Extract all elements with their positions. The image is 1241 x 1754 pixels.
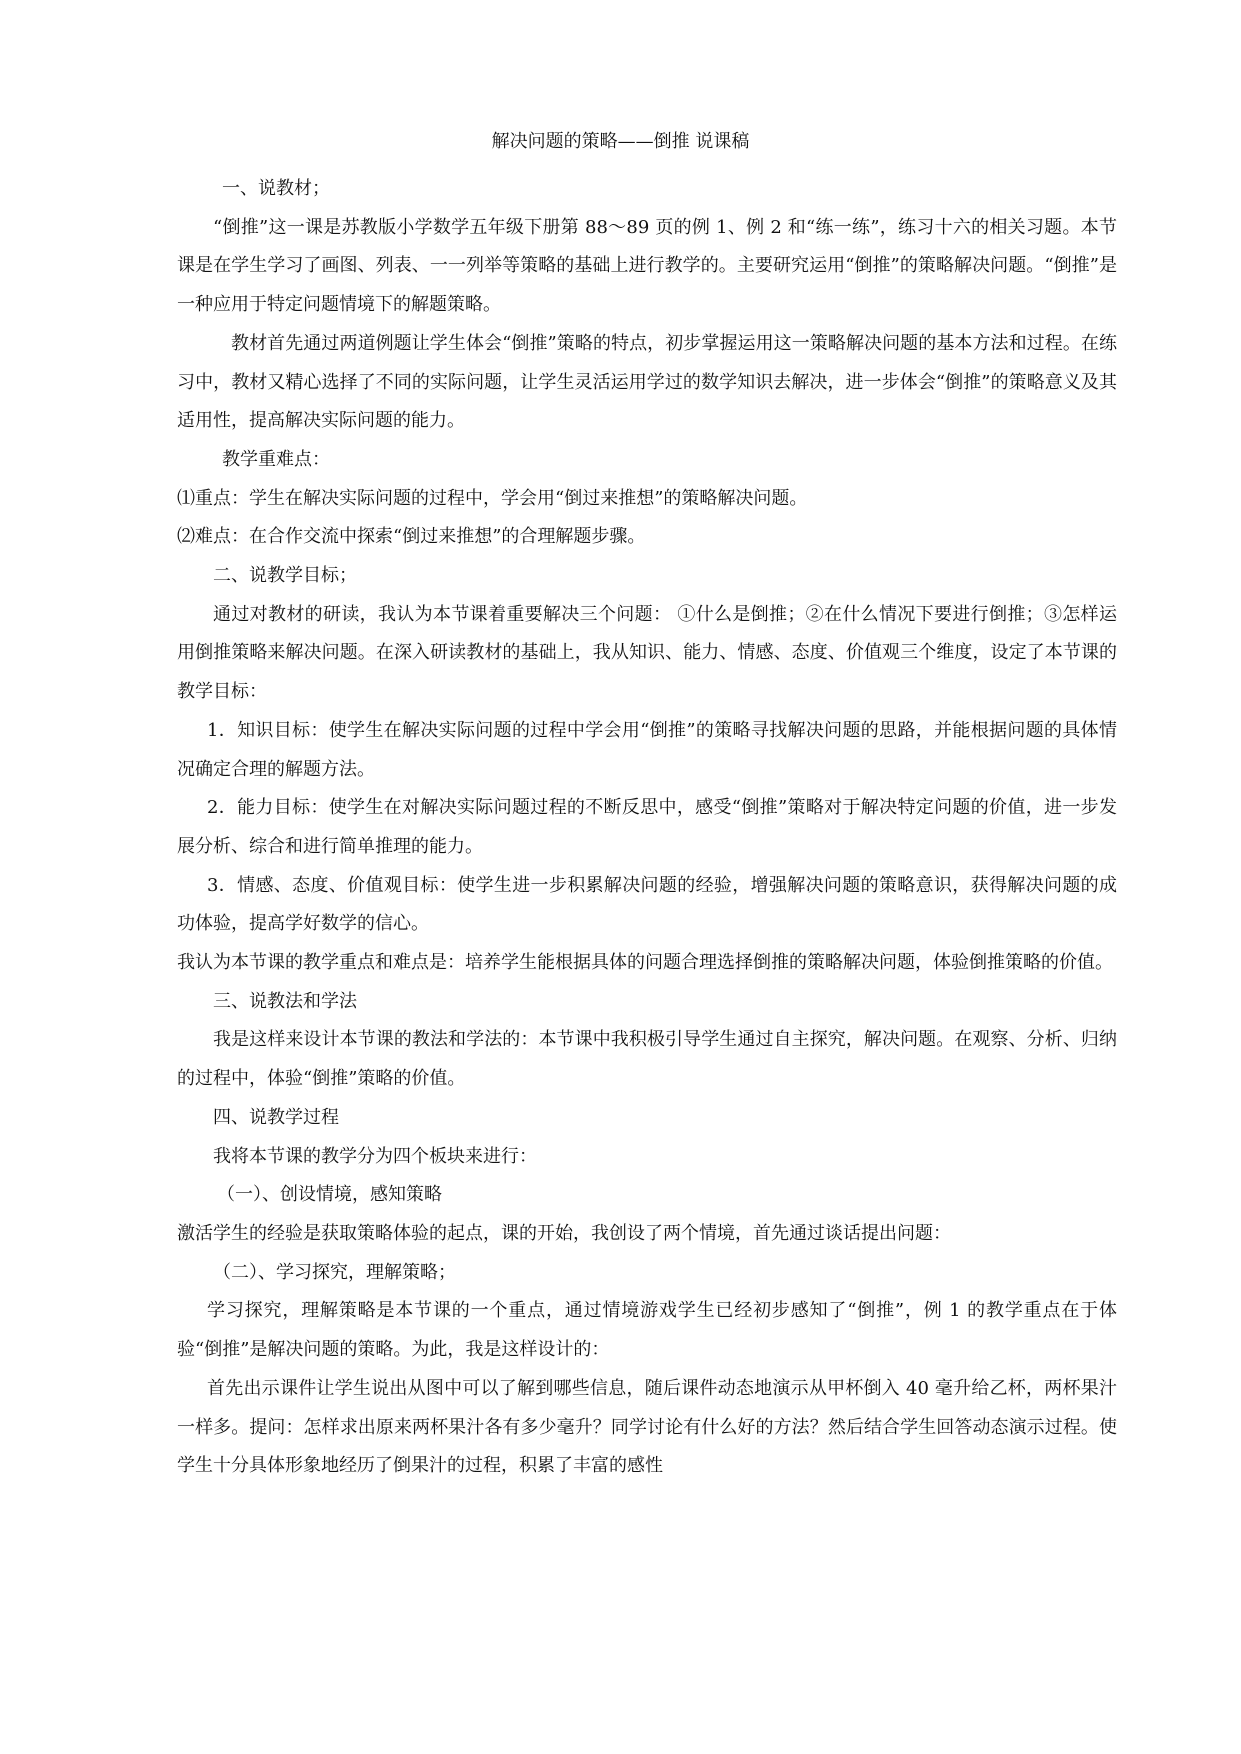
numbered-item: 1．知识目标：使学生在解决实际问题的过程中学会用“倒推”的策略寻找解决问题的思路，并能根据问题的具体情况确定合理的解题方法。	[177, 719, 1117, 780]
section-heading-objectives: 二、说教学目标；	[213, 565, 357, 587]
numbered-item: 3．情感、态度、价值观目标：使学生进一步积累解决问题的经验，增强解决问题的策略意识，获得解决问题的成功体验，提高学好数学的信心。	[177, 874, 1117, 935]
list-item: ⑴重点：学生在解决实际问题的过程中，学会用“倒过来推想”的策略解决问题。	[177, 487, 808, 509]
paragraph: 我是这样来设计本节课的教法和学法的：本节课中我积极引导学生通过自主探究，解决问题。在观察、分析、归纳的过程中，体验“倒推”策略的价值。	[177, 1029, 1117, 1090]
paragraph: “倒推”这一课是苏教版小学数学五年级下册第 88～89 页的例 1、例 2 和“练一练”，练习十六的相关习题。本节课是在学生学习了画图、列表、一一列举等策略的基础上进行教学的。主要研究运用“倒推”的策略解决问题。“倒推”是一种应用于特定问题情境下的解题策略。	[177, 216, 1117, 316]
list-item: ⑵难点：在合作交流中探索“倒过来推想”的合理解题步骤。	[177, 526, 646, 548]
paragraph: 激活学生的经验是获取策略体验的起点，课的开始，我创设了两个情境，首先通过谈话提出问题：	[177, 1222, 951, 1244]
section-heading-process: 四、说教学过程	[213, 1106, 339, 1128]
document-title: 解决问题的策略——倒推 说课稿	[491, 131, 750, 152]
paragraph: 学习探究，理解策略是本节课的一个重点，通过情境游戏学生已经初步感知了“倒推”，例 1 的教学重点在于体验“倒推”是解决问题的策略。为此，我是这样设计的：	[177, 1300, 1117, 1361]
paragraph: 首先出示课件让学生说出从图中可以了解到哪些信息，随后课件动态地演示从甲杯倒入 40 毫升给乙杯，两杯果汁一样多。提问：怎样求出原来两杯果汁各有多少毫升？同学讨论有什么好的方法？然后结合学生回答动态演示过程。使学生十分具体形象地经历了倒果汁的过程，积累了丰富的感性	[177, 1377, 1117, 1477]
subheading-key-points: 教学重难点：	[222, 448, 330, 470]
subsection-heading: （一）、创设情境，感知策略	[217, 1184, 442, 1206]
paragraph: 我认为本节课的教学重点和难点是：培养学生能根据具体的问题合理选择倒推的策略解决问题，体验倒推策略的价值。	[177, 952, 1113, 974]
paragraph: 通过对教材的研读，我认为本节课着重要解决三个问题： ①什么是倒推；②在什么情况下要进行倒推；③怎样运用倒推策略来解决问题。在深入研读教材的基础上，我从知识、能力、情感、态度、价值观三个维度，设定了本节课的教学目标：	[177, 603, 1117, 703]
section-heading-methods: 三、说教法和学法	[213, 990, 357, 1012]
document-body	[177, 170, 1117, 1486]
subsection-heading: （二）、学习探究，理解策略；	[213, 1261, 456, 1283]
numbered-item: 2．能力目标：使学生在对解决实际问题过程的不断反思中，感受“倒推”策略对于解决特定问题的价值，进一步发展分析、综合和进行简单推理的能力。	[177, 797, 1117, 857]
section-heading-textbook: 一、说教材；	[222, 178, 330, 199]
paragraph: 教材首先通过两道例题让学生体会“倒推”策略的特点，初步掌握运用这一策略解决问题的基本方法和过程。在练习中，教材又精心选择了不同的实际问题，让学生灵活运用学过的数学知识去解决，进一步体会“倒推”的策略意义及其适用性，提高解决实际问题的能力。	[177, 332, 1117, 432]
paragraph: 我将本节课的教学分为四个板块来进行：	[213, 1145, 537, 1167]
